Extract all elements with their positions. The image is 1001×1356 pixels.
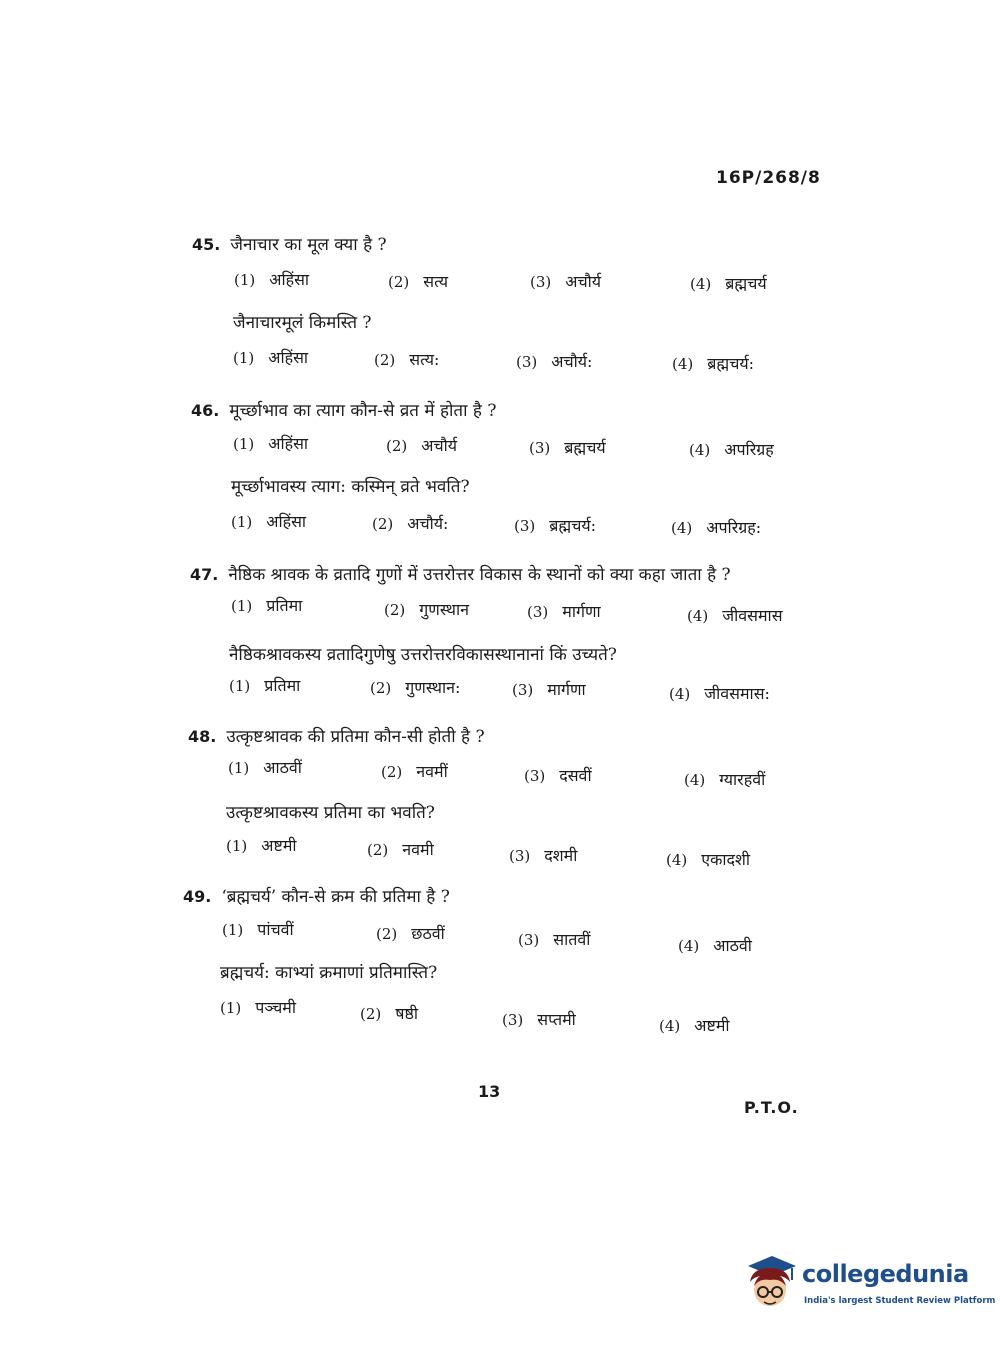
question-text-hindi: नैष्ठिक श्रावक के व्रतादि गुणों में उत्तरोत्तर विकास के स्थानों को क्या कहा जाता है ?: [228, 565, 731, 585]
option-2-hindi: (2) अचौर्य: [386, 436, 458, 455]
question-text-hindi: ‘ब्रह्मचर्य’ कौन-से क्रम की प्रतिमा है ?: [221, 887, 450, 907]
option-1-hindi: (1) अहिंसा: [234, 270, 310, 289]
option-3-hindi: (3) दसवीं: [524, 766, 592, 785]
question-hindi: [188, 724, 485, 747]
question-text-hindi: उत्कृष्टश्रावक की प्रतिमा कौन-सी होती है ?: [226, 727, 485, 747]
question-number: 49.: [183, 887, 212, 906]
question-45: [0, 232, 1001, 392]
option-3-sanskrit: (3) सप्तमी: [502, 1010, 576, 1029]
pto-label: P.T.O.: [744, 1098, 799, 1117]
option-1-sanskrit: (1) पञ्चमी: [220, 998, 297, 1017]
option-4-hindi: (4) आठवी: [678, 936, 752, 955]
question-text-hindi: मूर्च्छाभाव का त्याग कौन-से व्रत में होता है ?: [229, 401, 497, 421]
option-1-sanskrit: (1) अहिंसा: [233, 348, 309, 367]
option-1-sanskrit: (1) अहिंसा: [231, 512, 307, 531]
question-number: 48.: [188, 727, 217, 746]
question-text-sanskrit: नैष्ठिकश्रावकस्य व्रतादिगुणेषु उत्तरोत्तरविकासस्थानानां किं उच्यते?: [229, 645, 617, 665]
option-4-sanskrit: (4) ब्रह्मचर्य:: [672, 354, 755, 373]
option-1-sanskrit: (1) अष्टमी: [226, 836, 297, 855]
question-number: 45.: [192, 235, 221, 254]
question-hindi: [192, 232, 387, 255]
option-2-hindi: (2) गुणस्थान: [384, 600, 469, 619]
option-3-sanskrit: (3) मार्गणा: [512, 680, 586, 699]
option-4-hindi: (4) ग्यारहवीं: [684, 770, 766, 789]
option-1-hindi: (1) अहिंसा: [233, 434, 309, 453]
option-3-sanskrit: (3) ब्रह्मचर्य:: [514, 516, 597, 535]
brand-name: collegedunia: [802, 1260, 969, 1288]
option-4-hindi: (4) अपरिग्रह: [689, 440, 774, 459]
student-mascot-icon: [740, 1252, 800, 1314]
question-46: [0, 398, 1001, 558]
collegedunia-watermark: [740, 1252, 996, 1314]
question-hindi: [191, 398, 496, 421]
option-2-sanskrit: (2) गुणस्थान:: [370, 678, 461, 697]
option-1-sanskrit: (1) प्रतिमा: [229, 676, 301, 695]
question-text-sanskrit: मूर्च्छाभावस्य त्याग: कस्मिन् व्रते भवति?: [231, 477, 470, 497]
option-3-sanskrit: (3) अचौर्य:: [516, 352, 593, 371]
option-4-sanskrit: (4) जीवसमास:: [669, 684, 770, 703]
question-text-hindi: जैनाचार का मूल क्या है ?: [230, 235, 387, 255]
question-number: 46.: [191, 401, 220, 420]
option-1-hindi: (1) पांचवीं: [222, 920, 294, 939]
question-text-sanskrit: उत्कृष्टश्रावकस्य प्रतिमा का भवति?: [226, 803, 435, 823]
option-1-hindi: (1) आठवीं: [228, 758, 302, 777]
option-2-sanskrit: (2) सत्य:: [374, 350, 440, 369]
option-1-hindi: (1) प्रतिमा: [231, 596, 303, 615]
question-47: [0, 562, 1001, 722]
option-2-hindi: (2) सत्य: [388, 272, 448, 291]
question-text-sanskrit: ब्रह्मचर्य: काभ्यां क्रमाणां प्रतिमास्ति?: [220, 963, 438, 983]
option-2-sanskrit: (2) अचौर्य:: [372, 514, 449, 533]
option-2-hindi: (2) नवमीं: [381, 762, 448, 781]
question-text-sanskrit: जैनाचारमूलं किमस्ति ?: [233, 313, 372, 333]
option-3-hindi: (3) मार्गणा: [527, 602, 601, 621]
question-hindi: [183, 884, 450, 907]
option-3-hindi: (3) ब्रह्मचर्य: [529, 438, 606, 457]
paper-code: 16P/268/8: [716, 168, 821, 188]
option-4-sanskrit: (4) अपरिग्रह:: [671, 518, 762, 537]
question-49: [0, 884, 1001, 1044]
option-3-sanskrit: (3) दशमी: [509, 846, 578, 865]
option-3-hindi: (3) अचौर्य: [530, 272, 602, 291]
question-hindi: [190, 562, 731, 585]
brand-tagline: India's largest Student Review Platform: [804, 1296, 996, 1306]
option-4-hindi: (4) ब्रह्मचर्य: [690, 274, 767, 293]
question-number: 47.: [190, 565, 219, 584]
option-2-sanskrit: (2) नवमी: [367, 840, 434, 859]
page-number: 13: [478, 1082, 501, 1101]
option-4-hindi: (4) जीवसमास: [687, 606, 783, 625]
option-2-hindi: (2) छठवीं: [376, 924, 445, 943]
option-2-sanskrit: (2) षष्ठी: [360, 1004, 419, 1023]
option-4-sanskrit: (4) एकादशी: [666, 850, 751, 869]
option-3-hindi: (3) सातवीं: [518, 930, 591, 949]
question-48: [0, 724, 1001, 884]
option-4-sanskrit: (4) अष्टमी: [659, 1016, 730, 1035]
